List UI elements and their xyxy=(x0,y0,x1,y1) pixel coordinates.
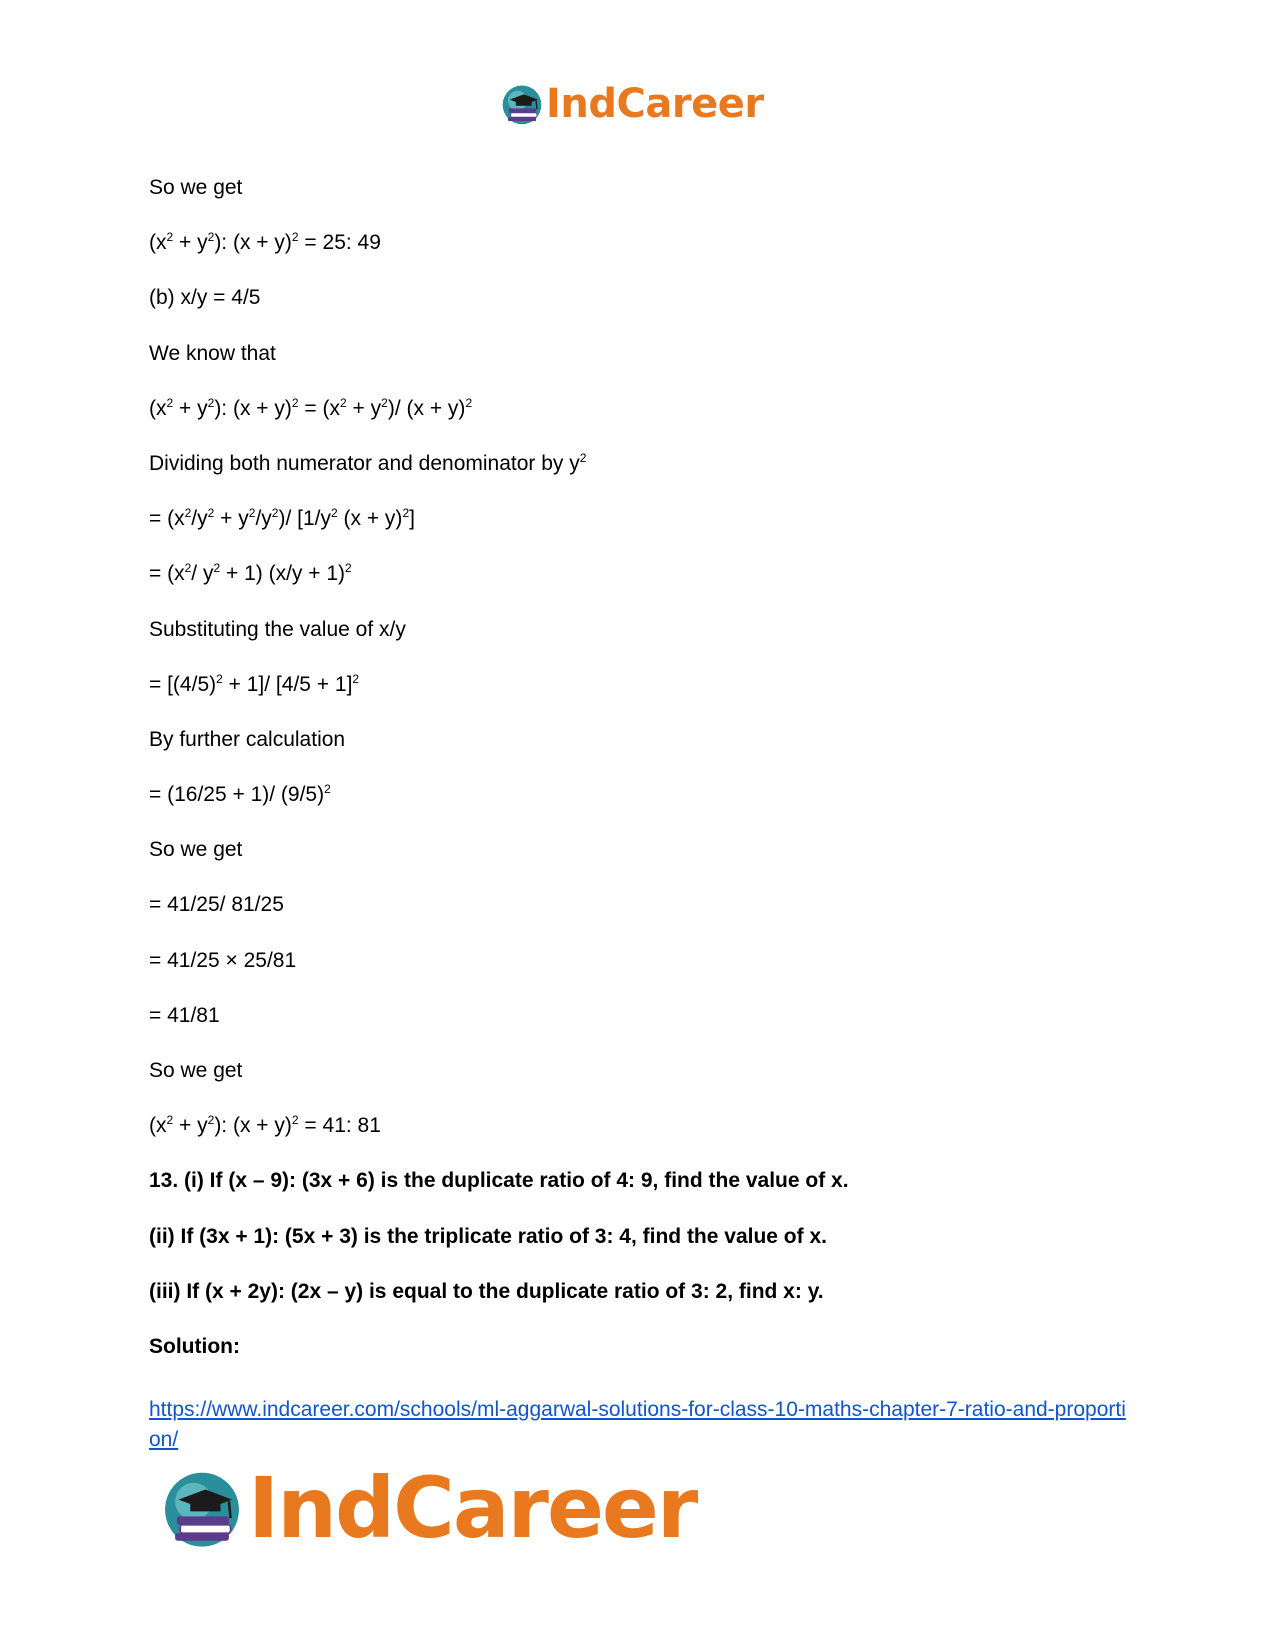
superscript: 2 xyxy=(213,561,221,576)
text-line: So we get xyxy=(149,838,243,862)
superscript: 2 xyxy=(291,1113,299,1128)
text-line: We know that xyxy=(149,341,276,365)
logo-wordmark: IndCareer xyxy=(546,81,764,127)
text-segment: ] xyxy=(409,507,415,531)
text-segment: ): (x + y) xyxy=(214,396,292,420)
text-segment: = (x xyxy=(149,562,185,586)
text-line xyxy=(149,672,1129,698)
text-line: So we get xyxy=(149,176,243,199)
text-line: = 41/25 × 25/81 xyxy=(149,948,297,972)
text-segment: / y xyxy=(191,562,214,586)
text-segment: = 41: 81 xyxy=(298,1114,381,1138)
superscript: 2 xyxy=(324,782,331,797)
text-line xyxy=(149,782,1129,808)
text-segment: + y xyxy=(173,396,208,420)
superscript: 2 xyxy=(330,506,338,521)
text-segment: )/ [1/y xyxy=(278,507,331,531)
text-segment: )/ (x + y) xyxy=(387,396,466,420)
superscript: 2 xyxy=(216,671,223,686)
text-segment: + 1) (x/y + 1) xyxy=(220,562,346,586)
text-segment: + y xyxy=(173,231,208,255)
superscript: 2 xyxy=(166,395,174,410)
globe-book-icon xyxy=(160,1466,244,1550)
text-segment: + y xyxy=(173,1114,208,1138)
text-line xyxy=(149,230,1129,256)
globe-book-icon xyxy=(500,82,544,126)
text-segment: /y xyxy=(255,507,272,531)
superscript: 2 xyxy=(352,671,360,686)
document-body xyxy=(149,175,1129,1389)
question-line: (iii) If (x + 2y): (2x – y) is equal to the duplicate ratio of 3: 2, find x: y. xyxy=(149,1279,824,1303)
superscript: 2 xyxy=(248,506,256,521)
text-line xyxy=(149,451,1129,477)
text-segment: + y xyxy=(346,396,382,420)
superscript: 2 xyxy=(291,395,299,410)
text-segment: (x xyxy=(149,396,167,420)
text-line: = 41/81 xyxy=(149,1003,220,1027)
question-line: (ii) If (3x + 1): (5x + 3) is the triplicate ratio of 3: 4, find the value of x. xyxy=(149,1224,827,1248)
superscript: 2 xyxy=(345,561,352,576)
question-line: Solution: xyxy=(149,1334,240,1358)
text-segment: = (x xyxy=(298,396,341,420)
text-segment: /y xyxy=(191,507,208,531)
superscript: 2 xyxy=(207,1113,215,1128)
footer-logo xyxy=(160,1459,700,1557)
text-line: Substituting the value of x/y xyxy=(149,617,406,641)
text-segment: Dividing both numerator and denominator by y xyxy=(149,451,580,475)
superscript: 2 xyxy=(166,230,174,245)
text-segment: = (x xyxy=(149,507,185,531)
superscript: 2 xyxy=(271,506,279,521)
text-segment: (x xyxy=(149,231,167,255)
source-link[interactable]: https://www.indcareer.com/schools/ml-aggarwal-solutions-for-class-10-maths-chapter-7-ratio-and-proportion/ xyxy=(149,1398,1126,1451)
text-segment: + 1]/ [4/5 + 1] xyxy=(222,672,353,696)
text-segment: = 25: 49 xyxy=(298,231,381,255)
superscript: 2 xyxy=(402,506,410,521)
text-line xyxy=(149,1113,1129,1139)
text-segment: + y xyxy=(214,507,249,531)
header-logo xyxy=(500,78,780,130)
text-segment: = [(4/5) xyxy=(149,672,217,696)
superscript: 2 xyxy=(579,450,587,465)
superscript: 2 xyxy=(207,230,215,245)
text-segment: ): (x + y) xyxy=(214,231,292,255)
text-line: So we get xyxy=(149,1059,243,1082)
superscript: 2 xyxy=(340,395,347,410)
question-line: 13. (i) If (x – 9): (3x + 6) is the duplicate ratio of 4: 9, find the value of x. xyxy=(149,1169,849,1193)
text-line: (b) x/y = 4/5 xyxy=(149,286,261,310)
text-segment: = (16/25 + 1)/ (9/5) xyxy=(149,783,325,807)
text-segment: (x xyxy=(149,1114,167,1138)
superscript: 2 xyxy=(166,1113,174,1128)
logo-wordmark: IndCareer xyxy=(248,1459,697,1557)
superscript: 2 xyxy=(207,395,215,410)
text-line xyxy=(149,561,1129,587)
superscript: 2 xyxy=(465,395,473,410)
superscript: 2 xyxy=(381,395,388,410)
superscript: 2 xyxy=(291,230,299,245)
superscript: 2 xyxy=(207,506,215,521)
superscript: 2 xyxy=(184,561,192,576)
text-segment: ): (x + y) xyxy=(214,1114,292,1138)
text-line xyxy=(149,506,1129,532)
superscript: 2 xyxy=(184,506,192,521)
text-line xyxy=(149,396,1129,422)
text-line: By further calculation xyxy=(149,727,346,751)
text-line: = 41/25/ 81/25 xyxy=(149,893,284,917)
text-segment: (x + y) xyxy=(337,507,403,531)
